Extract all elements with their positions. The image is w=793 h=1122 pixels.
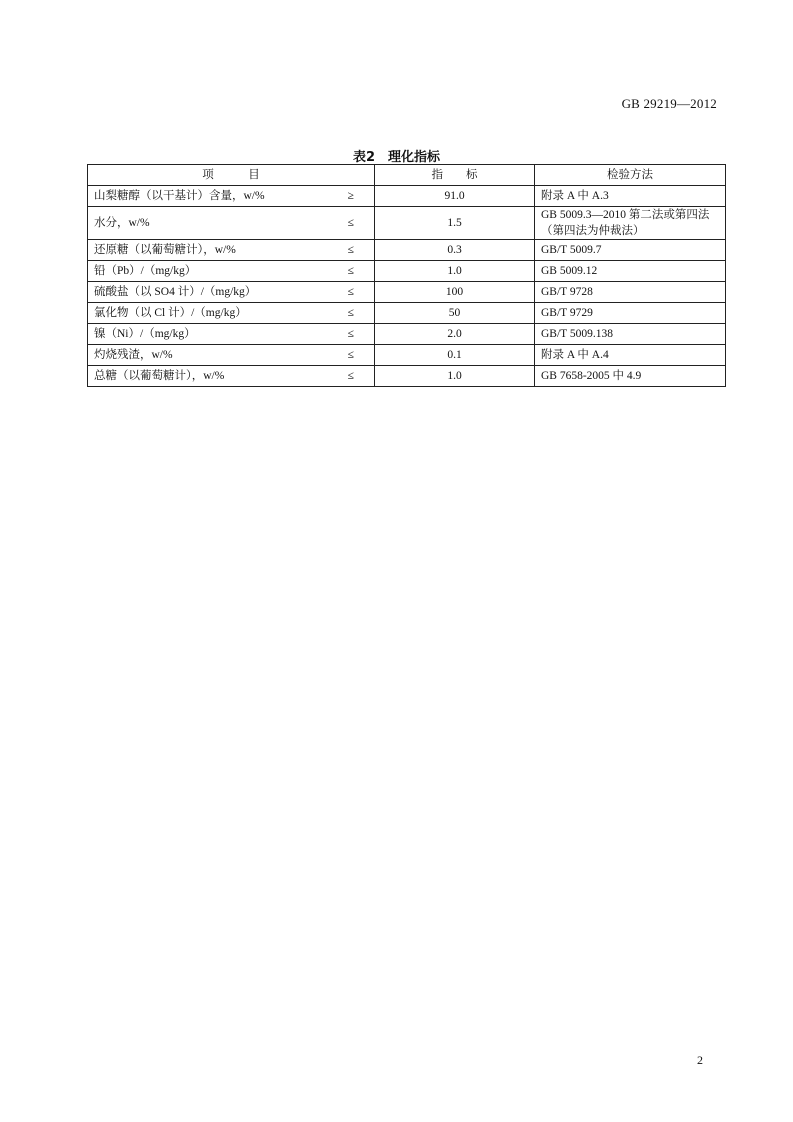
row-method-line1: GB 5009.3—2010 第二法或第四法 <box>541 209 710 221</box>
row-operator: ≤ <box>328 345 375 366</box>
table-row <box>88 207 726 240</box>
row-method: 附录 A 中 A.4 <box>535 345 726 366</box>
row-method: GB 7658-2005 中 4.9 <box>535 366 726 387</box>
row-item: 硫酸盐（以 SO4 计）/（mg/kg） <box>88 282 328 303</box>
row-method: GB/T 9729 <box>535 303 726 324</box>
table-row <box>88 366 726 387</box>
table-row <box>88 282 726 303</box>
row-value: 0.3 <box>375 240 535 261</box>
page-number: 2 <box>697 1053 703 1067</box>
row-method <box>535 207 726 240</box>
table-row <box>88 240 726 261</box>
row-method: GB/T 9728 <box>535 282 726 303</box>
table-row <box>88 186 726 207</box>
row-method: GB 5009.12 <box>535 261 726 282</box>
row-item: 铅（Pb）/（mg/kg） <box>88 261 328 282</box>
row-item: 水分，w/% <box>88 207 328 240</box>
row-method: GB/T 5009.7 <box>535 240 726 261</box>
row-value: 91.0 <box>375 186 535 207</box>
row-value: 1.5 <box>375 207 535 240</box>
row-method: GB/T 5009.138 <box>535 324 726 345</box>
physicochemical-table <box>87 164 726 387</box>
row-value: 0.1 <box>375 345 535 366</box>
row-value: 50 <box>375 303 535 324</box>
table-row <box>88 324 726 345</box>
row-value: 100 <box>375 282 535 303</box>
row-operator: ≤ <box>328 303 375 324</box>
row-operator: ≥ <box>328 186 375 207</box>
row-operator: ≤ <box>328 240 375 261</box>
table-row <box>88 303 726 324</box>
row-item: 灼烧残渣，w/% <box>88 345 328 366</box>
header-item: 项 目 <box>88 165 375 186</box>
row-item: 氯化物（以 Cl 计）/（mg/kg） <box>88 303 328 324</box>
table-title: 表2 理化指标 <box>352 150 441 165</box>
row-operator: ≤ <box>328 324 375 345</box>
standard-number: GB 29219—2012 <box>621 96 717 111</box>
row-item: 还原糖（以葡萄糖计），w/% <box>88 240 328 261</box>
row-method: 附录 A 中 A.3 <box>535 186 726 207</box>
header-value: 指 标 <box>375 165 535 186</box>
row-operator: ≤ <box>328 282 375 303</box>
row-operator: ≤ <box>328 261 375 282</box>
table-header-row <box>88 165 726 186</box>
row-method-line2: （第四法为仲裁法） <box>541 225 645 237</box>
table-row <box>88 261 726 282</box>
row-value: 1.0 <box>375 261 535 282</box>
row-item: 总糖（以葡萄糖计），w/% <box>88 366 328 387</box>
table-row <box>88 345 726 366</box>
row-item: 镍（Ni）/（mg/kg） <box>88 324 328 345</box>
row-operator: ≤ <box>328 366 375 387</box>
row-value: 1.0 <box>375 366 535 387</box>
row-value: 2.0 <box>375 324 535 345</box>
row-operator: ≤ <box>328 207 375 240</box>
row-item: 山梨糖醇（以干基计）含量，w/% <box>88 186 328 207</box>
header-method: 检验方法 <box>535 165 726 186</box>
